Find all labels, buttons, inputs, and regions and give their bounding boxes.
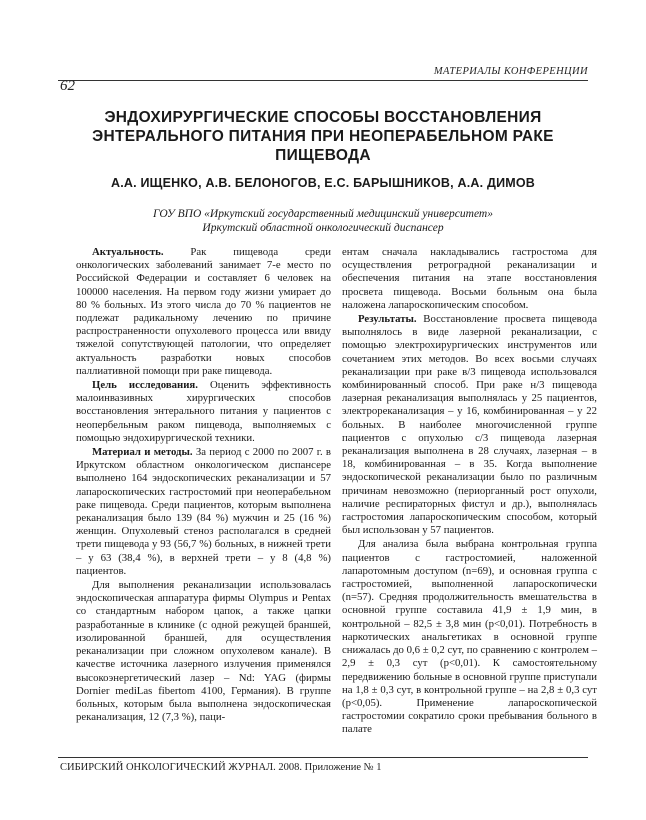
paragraph-continuation: ентам сначала накладывались гастростома для осуществления ретроградной реканализации и обеспечения питания на этапе восстановления просвета пищевода. Восьми больным она была наложена лапароскопическим способом. — [342, 246, 597, 311]
text-results: Восстановление просвета пищевода выполнялось в виде лазерной реканализации, с помощью электрохирургических инструментов или сочетанием этих методов. Во всех восьми случаях реканализации при раке в/3 пищевода использовался комбинированный способ. При раке н/3 пищевода лазерная реканализация выполнялась у 25 пациентов, электрореканализация – у 16, комбинированная – у 22 больных. В наиболее многочисленной группе пациентов с опухолью с/3 пищевода лазерная реканализация выполнена в 28 случаях, лазерная – в 18, комбинированная – в 35. Когда выполнение эндоскопической реканализации было по различным причинам невозможно (периорганный рост опухоли, наличие респираторных фистул и др.), выполнялась гастростомия лапароскопическим способом, который был использован у 57 пациентов. — [342, 313, 597, 537]
left-column — [76, 246, 331, 725]
paragraph-results — [342, 313, 597, 537]
article-authors: А.А. ИЩЕНКО, А.В. БЕЛОНОГОВ, Е.С. БАРЫШНИКОВ, А.А. ДИМОВ — [110, 176, 536, 190]
affiliation-university: ГОУ ВПО «Иркутский государственный медицинский университет» — [153, 208, 493, 220]
affiliation-dispensary: Иркутский областной онкологический диспансер — [202, 222, 444, 234]
right-column — [342, 246, 597, 738]
running-head: МАТЕРИАЛЫ КОНФЕРЕНЦИИ — [433, 66, 588, 77]
paragraph-relevance — [76, 246, 331, 378]
heading-relevance: Актуальность. — [92, 246, 164, 258]
paragraph-analysis: Для анализа была выбрана контрольная группа пациентов с гастростомией, наложенной лапаротомным доступом (n=69), и основная группа с гастростомией, выполненной лапароскопически (n=57). Средняя продолжительность вмешательства в основной группе составила 41,9 ± 1,9 мин, в контрольной – 82,5 ± 3,8 мин (p<0,01). Потребность в наркотических анальгетиках в основной группе снижалась до 0,6 ± 0,2 сут, по сравнению с контролем – 2,9 ± 0,3 сут (p<0,01). К самостоятельному передвижению больные в основной группе приступали на 1,8 ± 0,3 сут, в контрольной группе – на 2,8 ± 0,3 сут (p<0,05). Применение лапароскопической гастростомии сократило сроки пребывания больного в палате — [342, 538, 597, 736]
heading-methods: Материал и методы. — [92, 446, 193, 459]
footer-rule — [58, 757, 588, 758]
heading-aim: Цель исследования. — [92, 379, 198, 392]
paragraph-methods — [76, 446, 331, 578]
text-methods: За период с 2000 по 2007 г. в Иркутском областном онкологическом диспансере выполнено 164 эндоскопических реканализации и 57 лапароскопических гастростомий при неоперабельном раке пищевода. Среди пациентов, которым выполнена реканализация было 139 (84 %) мужчин и 25 (16 %) женщин. Опухолевый стеноз располагался в средней трети пищевода у 93 (56,7 %) больных, в нижней трети – у 63 (38,4 %), в верхней трети – у 8 (4,8 %) пациентов. — [76, 446, 331, 577]
paragraph-aim — [76, 379, 331, 445]
paragraph-equipment: Для выполнения реканализации использовалась эндоскопическая аппаратура фирмы Olympus и Pentax со стандартным набором цапок, а также цапки разработанные в клинике (с одной режущей браншей, изолированной браншей, для осуществления реканализации при сложном опухолевом канале). В качестве источника лазерного излучения применялся высокоэнергетический лазер – Nd: YAG (фирмы Dornier mediLas fibertom 4100, Германия). В группе больных, которым была выполнена эндоскопическая реканализация, 12 (7,3 %), паци- — [76, 579, 331, 724]
journal-footer: СИБИРСКИЙ ОНКОЛОГИЧЕСКИЙ ЖУРНАЛ. 2008. Приложение № 1 — [60, 762, 382, 773]
affiliations — [60, 207, 586, 235]
article-title: ЭНДОХИРУРГИЧЕСКИЕ СПОСОБЫ ВОССТАНОВЛЕНИЯ ЭНТЕРАЛЬНОГО ПИТАНИЯ ПРИ НЕОПЕРАБЕЛЬНОМ РАКЕ ПИЩЕВОДА — [92, 109, 554, 164]
header-rule — [58, 80, 588, 81]
text-relevance: Рак пищевода среди онкологических заболеваний занимает 7-е место по Российской Федерации и составляет 6 человек на 100000 населения. На первом году жизни умирает до 80 % больных. Из этого числа до 70 % пациентов не подлежат радикальному лечению по причине распространенности опухолевого процесса или ввиду тяжелой сопутствующей патологии, что определяет актуальность разработки новых способов паллиативной помощи при раке пищевода. — [76, 246, 331, 377]
page-number: 62 — [60, 78, 75, 94]
heading-results: Результаты. — [358, 313, 417, 326]
text-aim: Оценить эффективность малоинвазивных хирургических способов восстановления энтерального питания у пациентов с неопербельным раком пищевода, выполняемых с помощью эндохирургической техники. — [76, 379, 331, 444]
